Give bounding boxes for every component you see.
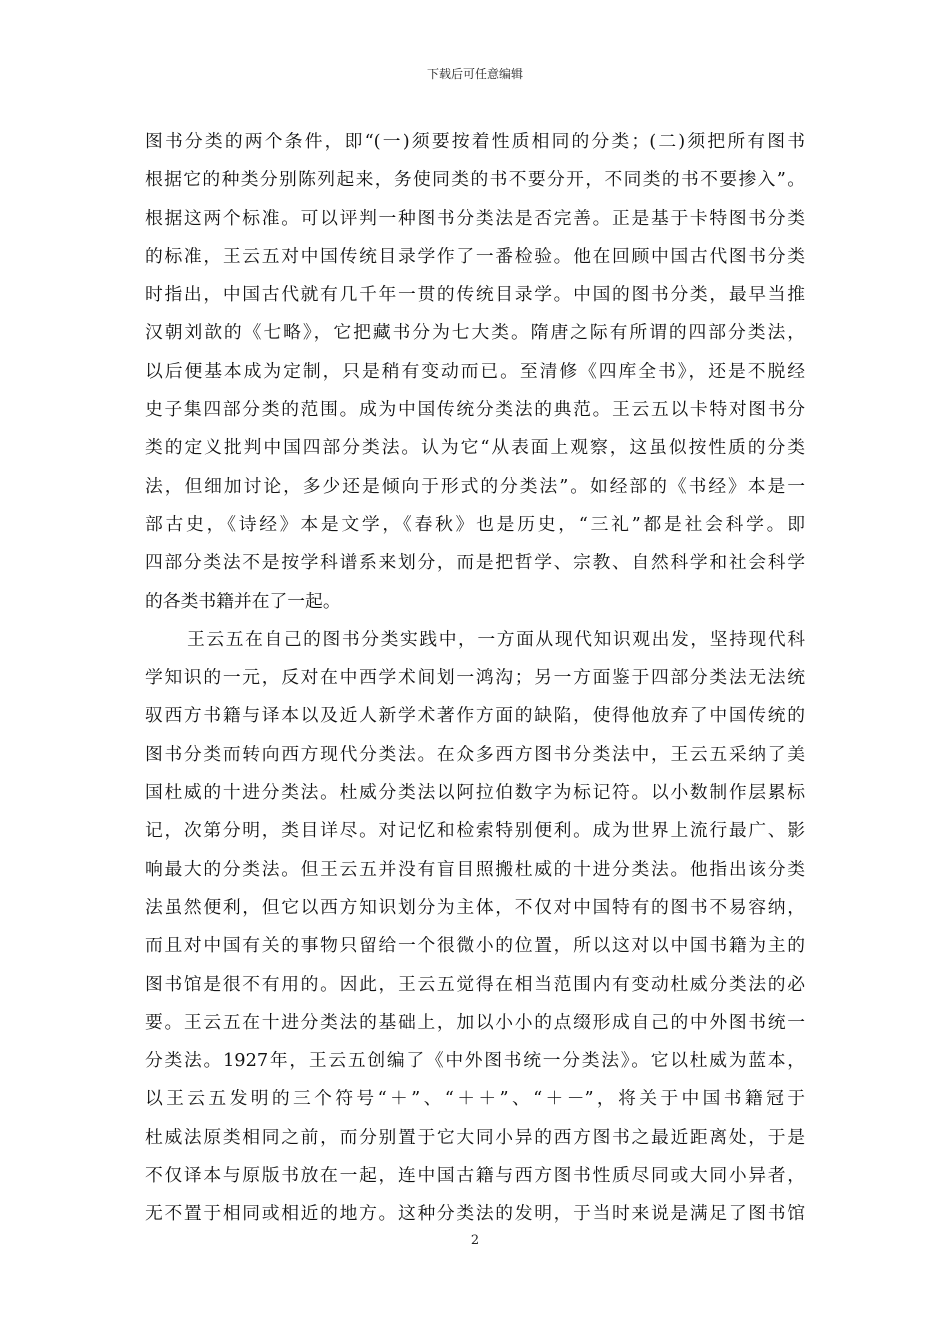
- paragraph: [145, 621, 805, 1234]
- text-line: 而且对中国有关的事物只留给一个很微小的位置，所以这对以中国书籍为主的: [145, 935, 805, 957]
- text-line: 图书馆是很不有用的。因此，王云五觉得在相当范围内有变动杜威分类法的必: [145, 973, 805, 995]
- text-line: 部古史，《诗经》本是文学，《春秋》也是历史，“三礼”都是社会科学。即: [145, 513, 805, 535]
- page-number: 2: [470, 1233, 480, 1248]
- text-line: 史子集四部分类的范围。成为中国传统分类法的典范。王云五以卡特对图书分: [145, 399, 805, 421]
- text-line: 无不置于相同或相近的地方。这种分类法的发明，于当时来说是满足了图书馆: [145, 1203, 805, 1225]
- text-line: 汉朝刘歆的《七略》，它把藏书分为七大类。隋唐之际有所谓的四部分类法，: [145, 322, 805, 344]
- text-line: 法，但细加讨论，多少还是倾向于形式的分类法”。如经部的《书经》本是一: [145, 475, 805, 497]
- text-line: 时指出，中国古代就有几千年一贯的传统目录学。中国的图书分类，最早当推: [145, 284, 805, 306]
- text-line: 的各类书籍并在了一起。: [145, 590, 341, 612]
- text-line: 以王云五发明的三个符号“＋”、“＋＋”、“＋－”，将关于中国书籍冠于: [145, 1088, 805, 1110]
- text-line: 杜威法原类相同之前，而分别置于它大同小异的西方图书之最近距离处，于是: [145, 1126, 805, 1148]
- document-body: [145, 123, 805, 1234]
- text-line: 响最大的分类法。但王云五并没有盲目照搬杜威的十进分类法。他指出该分类: [145, 858, 805, 880]
- text-line: 法虽然便利，但它以西方知识划分为主体，不仅对中国特有的图书不易容纳，: [145, 896, 805, 918]
- text-line: 分类法。1927年，王云五创编了《中外图书统一分类法》。它以杜威为蓝本，: [145, 1050, 805, 1072]
- text-line: 记，次第分明，类目详尽。对记忆和检索特别便利。成为世界上流行最广、影: [145, 820, 805, 842]
- paragraph: [145, 123, 805, 621]
- text-line: 图书分类的两个条件，即“(一)须要按着性质相同的分类；(二)须把所有图书: [145, 131, 805, 152]
- text-line: 根据这两个标准。可以评判一种图书分类法是否完善。正是基于卡特图书分类: [145, 207, 805, 229]
- text-line: 学知识的一元，反对在中西学术间划一鸿沟；另一方面鉴于四部分类法无法统: [145, 667, 805, 689]
- text-line: 驭西方书籍与译本以及近人新学术著作方面的缺陷，使得他放弃了中国传统的: [145, 705, 805, 727]
- text-line: 的标准，王云五对中国传统目录学作了一番检验。他在回顾中国古代图书分类: [145, 245, 805, 267]
- text-line: 以后便基本成为定制，只是稍有变动而已。至清修《四库全书》，还是不脱经: [145, 360, 805, 382]
- text-line: 国杜威的十进分类法。杜威分类法以阿拉伯数字为标记符。以小数制作层累标: [145, 782, 805, 804]
- text-line: 类的定义批判中国四部分类法。认为它“从表面上观察，这虽似按性质的分类: [145, 437, 805, 459]
- text-line: 根据它的种类分别陈列起来，务使同类的书不要分开，不同类的书不要掺入”。: [145, 169, 805, 191]
- text-line: 不仅译本与原版书放在一起，连中国古籍与西方图书性质尽同或大同小异者，: [145, 1165, 805, 1187]
- paragraph-container: [145, 123, 805, 1234]
- text-line: 四部分类法不是按学科谱系来划分，而是把哲学、宗教、自然科学和社会科学: [145, 552, 805, 574]
- text-line: 图书分类而转向西方现代分类法。在众多西方图书分类法中，王云五采纳了美: [145, 743, 805, 765]
- text-line: 王云五在自己的图书分类实践中，一方面从现代知识观出发，坚持现代科: [187, 628, 805, 650]
- text-line: 要。王云五在十进分类法的基础上，加以小小的点缀形成自己的中外图书统一: [145, 1011, 805, 1033]
- page-header: 下载后可任意编辑: [426, 67, 523, 81]
